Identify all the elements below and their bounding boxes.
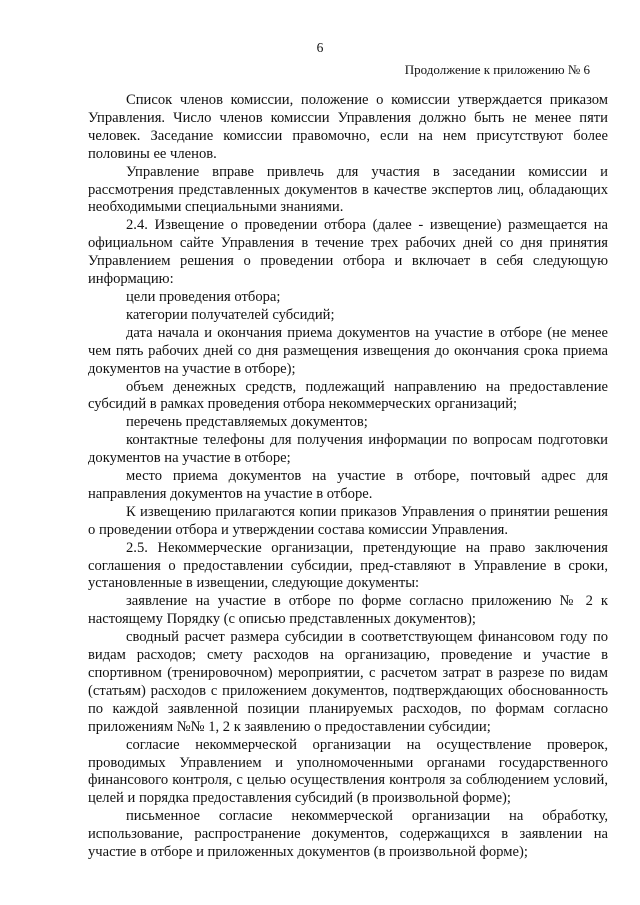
document-body	[88, 92, 608, 862]
list-item-contacts: контактные телефоны для получения информации по вопросам подготовки документов на участие в отборе;	[88, 432, 608, 467]
appendix-continuation-note: Продолжение к приложению № 6	[404, 62, 590, 77]
paragraph-experts: Управление вправе привлечь для участия в заседании комиссии и рассмотрения представленных документов в качестве экспертов лиц, обладающих необходимыми специальными знаниями.	[88, 163, 608, 216]
list-item-goals: цели проведения отбора;	[126, 288, 281, 305]
page-number: 6	[316, 40, 324, 55]
list-item-inspection-consent: согласие некоммерческой организации на осуществление проверок, проводимых Управлением и уполномоченными органами государственного финансового контроля, с целью осуществления контроля за соблюдением условий, целей и порядка предоставления субсидий (в произвольной форме);	[88, 736, 608, 807]
list-item-calculation: сводный расчет размера субсидии в соответствующем финансовом году по видам расходов; смету расходов на организацию, проведение и участие в спортивном (тренировочном) мероприятии, с расчетом затрат в разрезе по видам (статьям) расходов с приложением документов, подтверждающих обоснованность по каждой заявленной позиции планируемых расходов, по формам согласно приложениям №№ 1, 2 к заявлению о предоставлении субсидии;	[88, 629, 608, 735]
list-item-categories: категории получателей субсидий;	[126, 306, 335, 323]
list-item-dates: дата начала и окончания приема документов на участие в отборе (не менее чем пять рабочих дней со дня размещения извещения до окончания срока приема документов на участие в отборе);	[88, 324, 608, 377]
list-item-funds: объем денежных средств, подлежащий направлению на предоставление субсидий в рамках проведения отбора некоммерческих организаций;	[88, 378, 608, 413]
list-item-application: заявление на участие в отборе по форме согласно приложению № 2 к настоящему Порядку (с описью представленных документов);	[88, 593, 608, 628]
paragraph-commission-list: Список членов комиссии, положение о комиссии утверждается приказом Управления. Число членов комиссии Управления должно быть не менее пяти человек. Заседание комиссии правомочно, если на нем присутствуют более половины ее членов.	[88, 92, 608, 162]
paragraph-2-5-organizations: 2.5. Некоммерческие организации, претендующие на право заключения соглашения о предоставлении субсидии, пред-ставляют в Управление в сроки, установленные в извещении, следующие документы:	[88, 539, 608, 592]
list-item-documents-list: перечень представляемых документов;	[126, 414, 368, 431]
paragraph-attachments: К извещению прилагаются копии приказов Управления о принятии решения о проведении отбора и утверждении состава комиссии Управления.	[88, 503, 608, 538]
paragraph-2-4-notice: 2.4. Извещение о проведении отбора (далее - извещение) размещается на официальном сайте Управления в течение трех рабочих дней со дня принятия Управлением решения о проведении отбора и включает в себя следующую информацию:	[88, 217, 608, 288]
list-item-processing-consent: письменное согласие некоммерческой организации на обработку, использование, распространение документов, содержащихся в заявлении на участие в отборе и приложенных документов (в произвольной форме);	[88, 808, 608, 861]
list-item-address: место приема документов на участие в отборе, почтовый адрес для направления документов на участие в отборе.	[88, 468, 608, 502]
